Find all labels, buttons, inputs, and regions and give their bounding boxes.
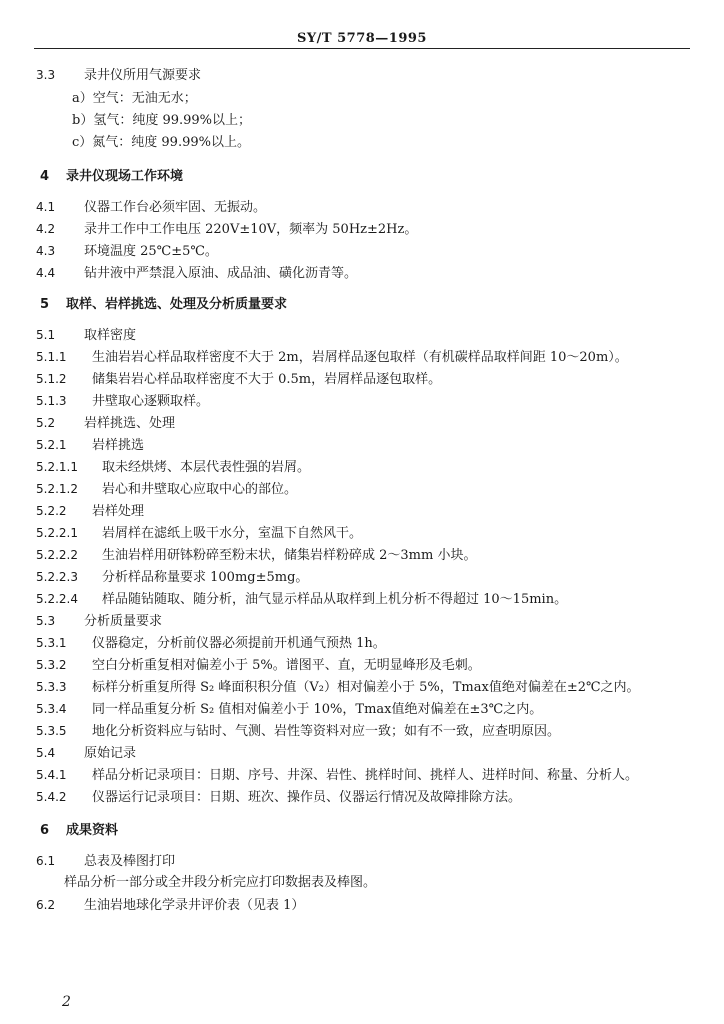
- clause-6-2: 6.2 生油岩地球化学录井评价表（见表 1）: [36, 898, 305, 913]
- clause-5-2-2: 5.2.2 岩样处理: [36, 504, 145, 519]
- clause-5-2-2-3: 5.2.2.3 分析样品称量要求 100mg±5mg。: [36, 570, 309, 585]
- clause-4-2: 4.2 录井工作中工作电压 220V±10V，频率为 50Hz±2Hz。: [36, 222, 418, 237]
- page-number: 2: [62, 994, 71, 1010]
- section-title: 取样、岩样挑选、处理及分析质量要求: [66, 297, 288, 312]
- clause-5-1: 5.1 取样密度: [36, 328, 137, 343]
- clause-5-4-2: 5.4.2 仪器运行记录项目：日期、班次、操作员、仪器运行情况及故障排除方法。: [36, 790, 522, 805]
- section-number: 6: [40, 823, 50, 838]
- clause-5-3-2: 5.3.2 空白分析重复相对偏差小于 5%。谱图平、直，无明显峰形及毛刺。: [36, 658, 481, 673]
- clause-4-3: 4.3 环境温度 25℃±5℃。: [36, 244, 218, 259]
- section-6-heading: [40, 822, 118, 840]
- list-item-a: a）空气：无油无水；: [72, 91, 197, 106]
- clause-5-2-1-1: 5.2.1.1 取未经烘烤、本层代表性强的岩屑。: [36, 460, 311, 475]
- clause-4-1: 4.1 仪器工作台必须牢固、无振动。: [36, 200, 267, 215]
- list-item-c: c）氮气：纯度 99.99%以上。: [72, 135, 250, 150]
- section-number: 5: [40, 297, 50, 312]
- clause-5-1-2: 5.1.2 储集岩岩心样品取样密度不大于 0.5m，岩屑样品逐包取样。: [36, 372, 442, 387]
- clause-5-4-1: 5.4.1 样品分析记录项目：日期、序号、井深、岩性、挑样时间、挑样人、进样时间、称量、分析人。: [36, 768, 639, 783]
- clause-5-3-5: 5.3.5 地化分析资料应与钻时、气测、岩性等资料对应一致；如有不一致，应查明原因。: [36, 724, 561, 739]
- clause-5-2-2-2: 5.2.2.2 生油岩样用研钵粉碎至粉末状，储集岩样粉碎成 2～3mm 小块。: [36, 548, 477, 563]
- clause-5-1-3: 5.1.3 井壁取心逐颗取样。: [36, 394, 210, 409]
- clause-text: 录井仪所用气源要求: [84, 68, 202, 83]
- section-5-heading: [40, 296, 287, 314]
- clause-4-4: 4.4 钻井液中严禁混入原油、成品油、磺化沥青等。: [36, 266, 358, 281]
- section-title: 录井仪现场工作环境: [66, 169, 184, 184]
- header-rule: [34, 48, 690, 49]
- clause-6-1-body: 样品分析一部分或全井段分析完应打印数据表及棒图。: [64, 875, 377, 890]
- clause-5-1-1: 5.1.1 生油岩岩心样品取样密度不大于 2m，岩屑样品逐包取样（有机碳样品取样间距 10～20m）。: [36, 350, 628, 365]
- section-4-heading: [40, 168, 183, 186]
- section-title: 成果资料: [66, 823, 119, 838]
- clause-number: 3.3: [36, 68, 56, 82]
- clause-5-3: 5.3 分析质量要求: [36, 614, 163, 629]
- clause-5-2-1: 5.2.1 岩样挑选: [36, 438, 145, 453]
- clause-5-2-2-4: 5.2.2.4 样品随钻随取、随分析，油气显示样品从取样到上机分析不得超过 10～15min。: [36, 592, 568, 607]
- clause-5-3-3: 5.3.3 标样分析重复所得 S₂ 峰面积积分值（V₂）相对偏差小于 5%，Tmax值绝对偏差在±2℃之内。: [36, 680, 640, 695]
- section-number: 4: [40, 169, 50, 184]
- clause-5-2: 5.2 岩样挑选、处理: [36, 416, 176, 431]
- standard-number: SY/T 5778—1995: [297, 31, 427, 46]
- list-item-b: b）氢气：纯度 99.99%以上；: [72, 113, 252, 128]
- clause-5-2-2-1: 5.2.2.1 岩屑样在滤纸上吸干水分，室温下自然风干。: [36, 526, 363, 541]
- clause-5-3-1: 5.3.1 仪器稳定，分析前仪器必须提前开机通气预热 1h。: [36, 636, 386, 651]
- clause-3-3: [36, 66, 201, 85]
- clause-5-4: 5.4 原始记录: [36, 746, 137, 761]
- clause-6-1: 6.1 总表及棒图打印: [36, 854, 176, 869]
- clause-5-2-1-2: 5.2.1.2 岩心和井壁取心应取中心的部位。: [36, 482, 298, 497]
- clause-5-3-4: 5.3.4 同一样品重复分析 S₂ 值相对偏差小于 10%，Tmax值绝对偏差在±3℃之内。: [36, 702, 543, 717]
